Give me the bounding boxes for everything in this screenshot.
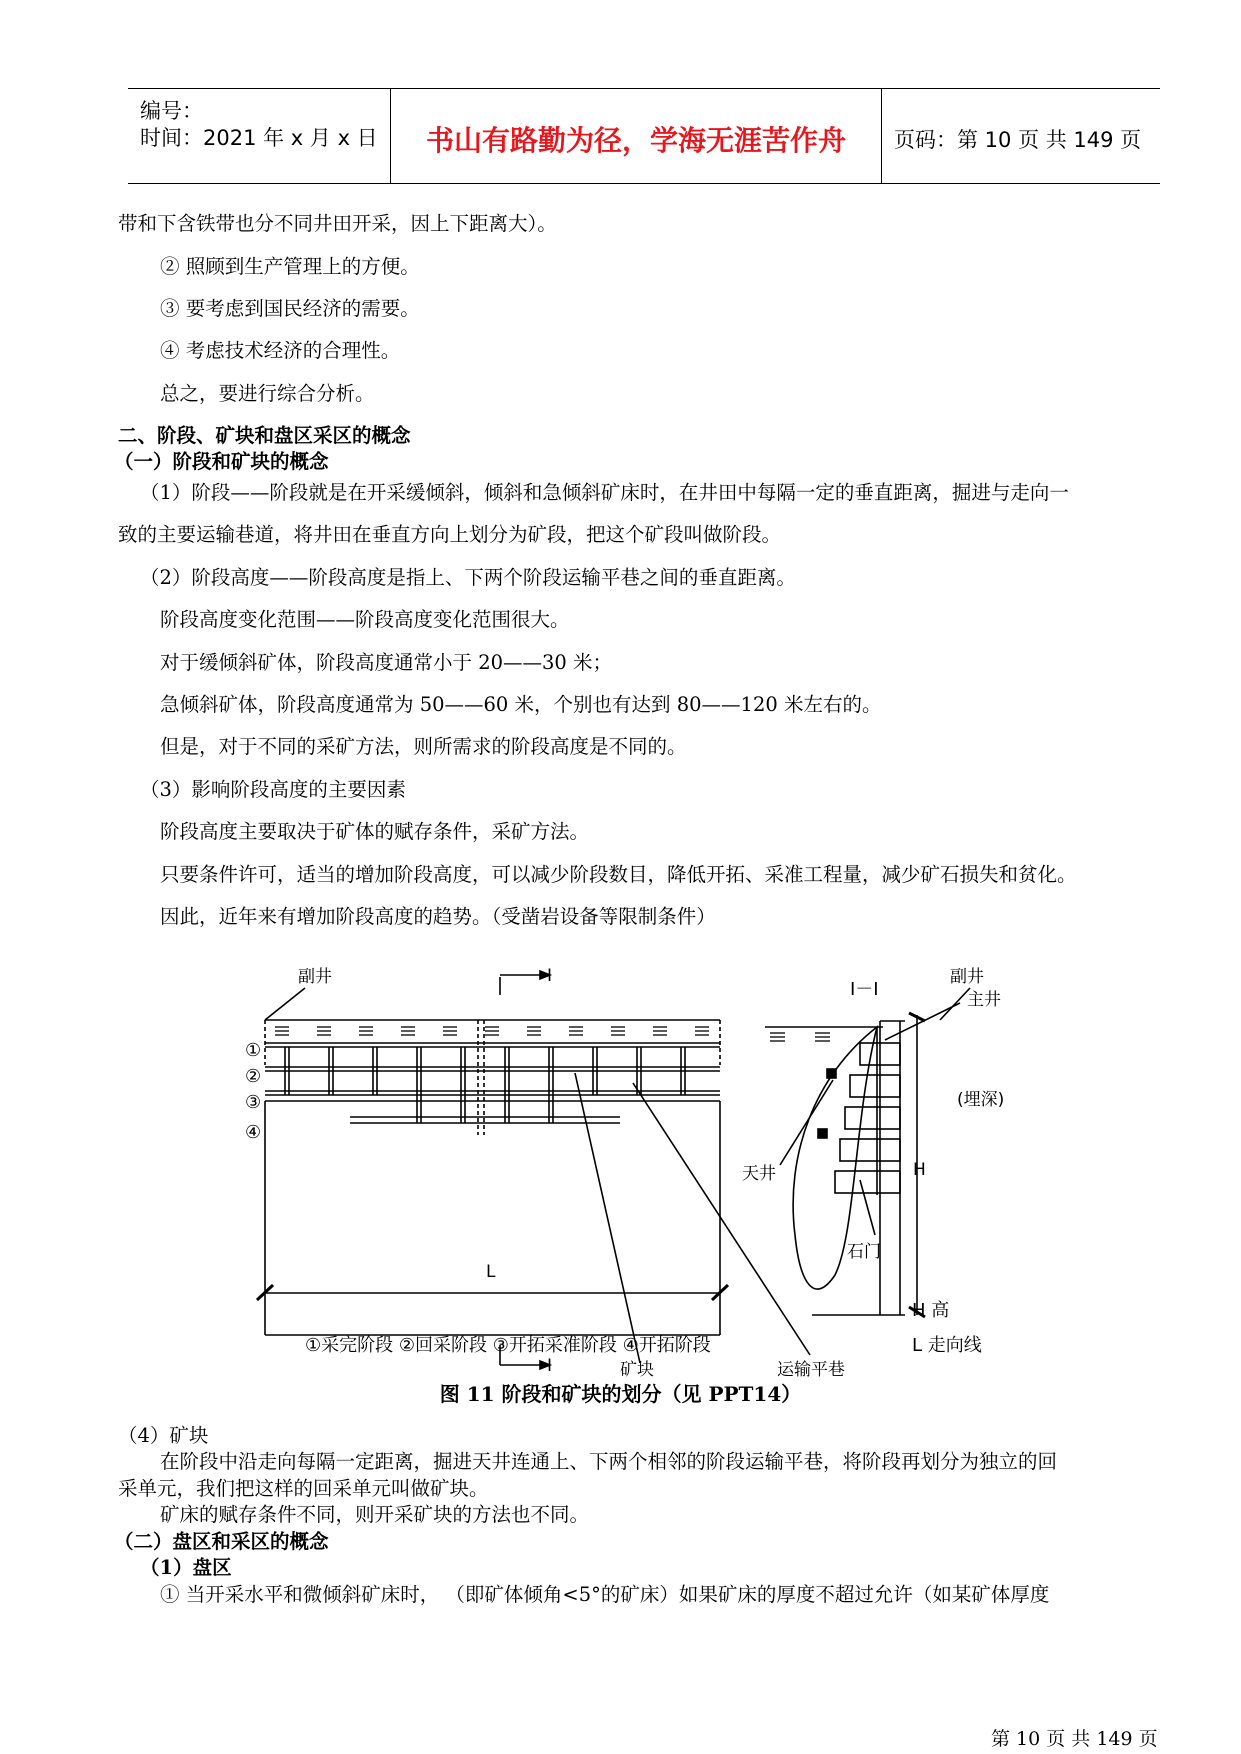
label-H: H (913, 1160, 926, 1180)
label-zhujing: 主井 (967, 990, 1001, 1010)
paragraph: 采单元，我们把这样的回采单元叫做矿块。 (118, 1477, 489, 1500)
page-header (128, 88, 1160, 184)
paragraph: ① 当开采水平和微倾斜矿床时， （即矿体倾角<5°的矿床）如果矿床的厚度不超过允许（如某矿体厚度 (160, 1583, 1050, 1606)
paragraph: （4）矿块 (118, 1424, 209, 1447)
subsection-heading: （1）盘区 (140, 1556, 232, 1579)
water-marks (275, 1027, 709, 1035)
paragraph: （1）阶段——阶段就是在开采缓倾斜，倾斜和急倾斜矿床时，在井田中每隔一定的垂直距离，掘进与走向一 (140, 481, 1069, 504)
paragraph: 阶段高度变化范围——阶段高度变化范围很大。 (160, 608, 570, 631)
figure-caption: 图 11 阶段和矿块的划分（见 PPT14） (439, 1382, 802, 1406)
paragraph: 带和下含铁带也分不同井田开采，因上下距离大）。 (118, 212, 557, 235)
label-kuaikuai: 矿块 (620, 1360, 654, 1380)
label-section-ii: I－I (850, 979, 879, 1000)
paragraph: 总之，要进行综合分析。 (160, 382, 375, 405)
header-motto: 书山有路勤为径，学海无涯苦作舟 (425, 124, 846, 157)
paragraph: 矿床的赋存条件不同，则开采矿块的方法也不同。 (160, 1503, 590, 1526)
document-number-label: 编号： (140, 99, 203, 123)
stage-number-4: ④ (245, 1122, 262, 1143)
stage-number-2: ② (245, 1066, 262, 1087)
label-section-top: I (547, 966, 553, 986)
paragraph: （3）影响阶段高度的主要因素 (140, 778, 406, 801)
page-footer: 第 10 页 共 149 页 (991, 1728, 1158, 1750)
paragraph: 致的主要运输巷道，将井田在垂直方向上划分为矿段，把这个矿段叫做阶段。 (118, 523, 782, 546)
label-fujing-left: 副井 (298, 967, 332, 987)
header-motto-cell (391, 89, 882, 183)
label-yunshu: 运输平巷 (777, 1360, 845, 1380)
list-item: ② 照顾到生产管理上的方便。 (160, 255, 420, 278)
label-section-bottom: I (547, 1356, 553, 1376)
label-maishen: (埋深) (957, 1090, 1005, 1110)
figure-legend-h: H 高 (912, 1300, 950, 1321)
document-time-label: 时间：2021 年 x 月 x 日 (140, 126, 378, 150)
stage-number-3: ③ (245, 1092, 262, 1113)
stage-number-1: ① (245, 1040, 262, 1061)
list-item: ④ 考虑技术经济的合理性。 (160, 339, 401, 362)
paragraph: （2）阶段高度——阶段高度是指上、下两个阶段运输平巷之间的垂直距离。 (140, 566, 796, 589)
paragraph: 急倾斜矿体，阶段高度通常为 50——60 米，个别也有达到 80——120 米左右的。 (160, 693, 882, 716)
figure-legend-stages: ①采完阶段 ②回采阶段 ③开拓采准阶段 ④开拓阶段 (305, 1335, 711, 1356)
header-page-info: 页码：第 10 页 共 149 页 (894, 128, 1142, 152)
paragraph: 阶段高度主要取决于矿体的赋存条件，采矿方法。 (160, 820, 590, 843)
paragraph: 因此，近年来有增加阶段高度的趋势。（受凿岩设备等限制条件） (160, 905, 716, 928)
subsection-heading: （一）阶段和矿块的概念 (114, 450, 329, 473)
header-page-cell (882, 89, 1160, 183)
label-shimen: 石门 (847, 1242, 881, 1262)
header-meta-cell (128, 89, 391, 183)
paragraph: 在阶段中沿走向每隔一定距离，掘进天井连通上、下两个相邻的阶段运输平巷，将阶段再划分为独立的回 (160, 1450, 1058, 1473)
subsection-heading: （二）盘区和采区的概念 (114, 1530, 329, 1553)
label-L: L (486, 1262, 496, 1282)
paragraph: 只要条件许可，适当的增加阶段高度，可以减少阶段数目，降低开拓、采准工程量，减少矿石损失和贫化。 (160, 863, 1077, 886)
list-item: ③ 要考虑到国民经济的需要。 (160, 297, 420, 320)
block-raises (285, 1047, 685, 1123)
label-fujing-right: 副井 (950, 967, 984, 987)
figure-legend-l: L 走向线 (912, 1335, 982, 1356)
paragraph: 对于缓倾斜矿体，阶段高度通常小于 20——30 米； (160, 651, 613, 674)
label-tianjing: 天井 (742, 1164, 776, 1184)
section-heading: 二、阶段、矿块和盘区采区的概念 (118, 424, 411, 447)
paragraph: 但是，对于不同的采矿方法，则所需求的阶段高度是不同的。 (160, 735, 687, 758)
